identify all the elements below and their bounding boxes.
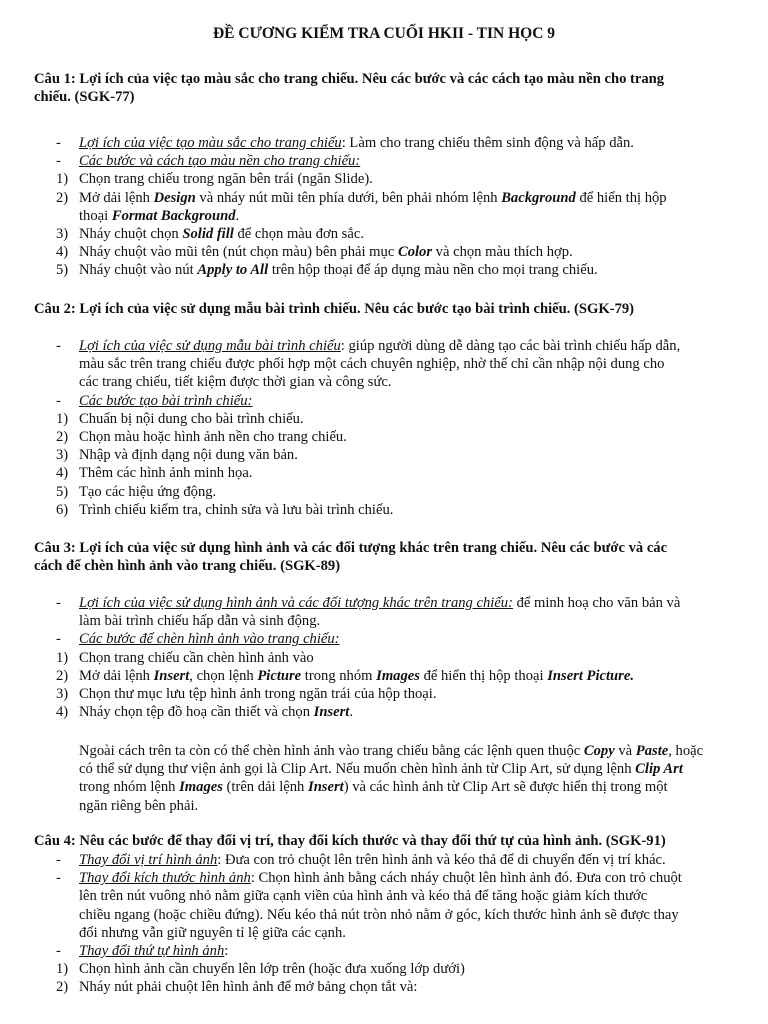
command-name: Background	[501, 189, 576, 206]
text-run: Chọn trang chiếu cần chèn hình ảnh vào	[79, 649, 314, 666]
text-run: để hiển thị hộp thoại	[419, 667, 548, 684]
list-item-text	[79, 649, 314, 667]
list-item-text	[79, 501, 393, 519]
list-item-text	[79, 978, 417, 996]
list-item-text	[79, 134, 634, 152]
list-marker: -	[56, 135, 61, 151]
command-name: Insert Picture.	[547, 667, 634, 684]
text-run: và nháy nút mũi tên phía dưới, bên phải nhóm lệnh	[195, 189, 502, 206]
underlined-label: Lợi ích của việc sử dụng mẫu bài trình chiếu	[79, 338, 341, 354]
command-name: Apply to All	[197, 262, 269, 279]
list-item-text	[79, 906, 679, 924]
list-item-text	[79, 373, 391, 391]
text-run: làm bài trình chiếu hấp dẫn và sinh động.	[79, 613, 321, 630]
text-run: Chọn màu hoặc hình ảnh nền cho trang chiếu.	[79, 429, 347, 445]
list-item-text	[79, 392, 252, 410]
list-item-text	[79, 243, 573, 261]
question-heading-line: Câu 1: Lợi ích của việc tạo màu sắc cho trang chiếu. Nêu các bước và các cách tạo màu nền cho trang	[34, 71, 665, 87]
question-heading	[34, 70, 736, 106]
underlined-label: Thay đổi vị trí hình ảnh	[79, 852, 218, 868]
text-run: , chọn lệnh	[189, 667, 258, 684]
list-item-text	[79, 446, 298, 464]
list-marker: -	[56, 392, 61, 409]
list-item-text	[79, 924, 346, 942]
list-marker: 2)	[56, 667, 69, 684]
underlined-label: Các bước tạo bài trình chiếu:	[79, 392, 253, 409]
text-run: màu sắc trên trang chiếu được phối hợp một cách chuyên nghiệp, nhờ thế chỉ cần nhập nội dung cho	[79, 356, 665, 373]
list-marker: 6)	[56, 501, 69, 518]
text-run: Chọn hình ảnh cần chuyển lên lớp trên (hoặc đưa xuống lớp dưới)	[79, 961, 465, 978]
underlined-label: Các bước để chèn hình ảnh vào trang chiếu:	[79, 631, 340, 648]
list-marker: 4)	[56, 244, 69, 261]
text-run: Nhập và định dạng nội dung văn bản.	[79, 447, 298, 464]
text-run: : Đưa con trỏ chuột lên trên hình ảnh và kéo thả để di chuyển đến vị trí khác.	[217, 852, 666, 868]
command-name: Clip Art	[635, 761, 683, 778]
list-item-text	[79, 887, 647, 905]
text-run: Trình chiếu kiểm tra, chỉnh sửa và lưu bài trình chiếu.	[79, 501, 394, 518]
list-item-text	[79, 851, 666, 869]
text-run: : Làm cho trang chiếu thêm sinh động và hấp dẫn.	[341, 135, 634, 151]
text-run: có thể sử dụng thư viện ảnh gọi là Clip Art. Nếu muốn chèn hình ảnh từ Clip Art, sử dụng lệnh	[79, 761, 636, 778]
command-name: Color	[397, 244, 433, 261]
text-run: trong nhóm	[301, 667, 377, 684]
text-run: để hiển thị hộp	[575, 189, 667, 206]
list-item-text	[79, 594, 680, 612]
list-item-text	[79, 667, 634, 685]
list-item-text	[79, 685, 437, 703]
list-marker: 1)	[56, 961, 69, 978]
list-marker: -	[56, 338, 61, 354]
command-name: Picture	[257, 667, 302, 684]
text-run: Nháy chuột chọn	[79, 226, 183, 242]
command-name: Paste	[635, 743, 669, 759]
list-item-text	[79, 337, 680, 355]
question-heading	[34, 539, 736, 575]
text-run: Chuẩn bị nội dung cho bài trình chiếu.	[79, 410, 304, 427]
text-run: :	[224, 943, 229, 959]
command-name: Insert	[153, 667, 190, 684]
command-name: Insert	[308, 779, 344, 796]
command-name: Solid fill	[182, 226, 234, 242]
text-run: ngăn riêng bên phải.	[79, 797, 199, 814]
command-name: Images	[179, 779, 223, 796]
list-item-text	[79, 869, 682, 887]
underlined-label: Thay đổi kích thước hình ảnh	[79, 870, 251, 887]
command-name: Design	[153, 189, 196, 206]
list-marker: 2)	[56, 429, 69, 445]
text-run: để minh hoạ cho văn bản và	[512, 595, 681, 611]
list-item-text	[79, 225, 364, 243]
paragraph-line	[79, 742, 739, 760]
list-marker: 1)	[56, 649, 69, 666]
list-item-text	[79, 152, 360, 170]
command-name: Format Background	[111, 207, 236, 224]
paragraph-line	[79, 797, 739, 815]
list-item-text	[79, 960, 465, 978]
list-marker: 5)	[56, 262, 69, 279]
list-marker: 4)	[56, 465, 69, 482]
list-marker: -	[56, 595, 61, 611]
list-marker: -	[56, 153, 61, 170]
question-heading-line: chiếu. (SGK-77)	[34, 89, 135, 106]
question-heading-line: Câu 2: Lợi ích của việc sử dụng mẫu bài trình chiếu. Nêu các bước tạo bài trình chiếu. (SGK-79)	[34, 301, 635, 317]
command-name: Insert	[313, 704, 350, 721]
list-item-text	[79, 189, 667, 207]
text-run: , hoặc	[668, 743, 704, 759]
text-run: Mở dải lệnh	[79, 189, 154, 206]
command-name: Images	[376, 667, 420, 684]
question-heading-line: cách để chèn hình ảnh vào trang chiếu. (SGK-89)	[34, 558, 341, 575]
list-item-text	[79, 630, 340, 648]
text-run: Thêm các hình ảnh minh họa.	[79, 465, 253, 482]
list-item-text	[79, 207, 239, 225]
list-marker: 3)	[56, 226, 69, 242]
text-run: ) và các hình ảnh từ Clip Art sẽ được hiển thị trong một	[343, 779, 668, 796]
question-heading	[34, 300, 736, 318]
list-marker: 3)	[56, 447, 69, 464]
text-run: đổi nhưng vẫn giữ nguyên tỉ lệ giữa các cạnh.	[79, 924, 346, 941]
list-item-text	[79, 355, 664, 373]
question-heading-line: Câu 4: Nêu các bước để thay đổi vị trí, thay đổi kích thước và thay đổi thứ tự của hình ảnh. (SGK-91)	[34, 833, 666, 849]
list-marker: 1)	[56, 171, 69, 188]
list-marker: 1)	[56, 410, 69, 427]
text-run: chiều ngang (hoặc chiều đứng). Nếu kéo thả nút tròn nhỏ nằm ở góc, kích thước hình ảnh sẽ được thay	[79, 906, 679, 923]
underlined-label: Thay đổi thứ tự hình ảnh	[79, 943, 225, 959]
text-run: : Chọn hình ảnh bằng cách nháy chuột lên hình ảnh đó. Đưa con trỏ chuột	[250, 870, 682, 887]
text-run: Chọn thư mục lưu tệp hình ảnh trong ngăn trái của hộp thoại.	[79, 686, 437, 702]
command-name: Copy	[583, 743, 615, 759]
text-run: và chọn màu thích hợp.	[432, 244, 573, 261]
text-run: thoại	[79, 207, 112, 224]
text-run: Chọn trang chiếu trong ngăn bên trái (ngăn Slide).	[79, 171, 373, 188]
text-run: để chọn màu đơn sắc.	[233, 226, 364, 242]
underlined-label: Lợi ích của việc tạo màu sắc cho trang chiếu	[79, 135, 342, 151]
text-run: Nháy chuột vào mũi tên (nút chọn màu) bên phải mục	[79, 244, 398, 261]
list-marker: 2)	[56, 979, 69, 996]
text-run: Nháy chọn tệp đồ hoạ cần thiết và chọn	[79, 704, 314, 721]
paragraph-line	[79, 760, 739, 778]
paragraph-line	[79, 778, 739, 796]
text-run: (trên dải lệnh	[222, 779, 309, 796]
text-run: Nháy nút phải chuột lên hình ảnh để mở bảng chọn tắt và:	[79, 979, 418, 996]
text-run: Ngoài cách trên ta còn có thể chèn hình ảnh vào trang chiếu bằng các lệnh quen thuộc	[79, 743, 584, 759]
text-run: .	[235, 207, 240, 224]
list-item-text	[79, 170, 373, 188]
list-item-text	[79, 428, 347, 446]
text-run: lên trên nút vuông nhỏ nằm giữa cạnh viền của hình ảnh và kéo thả để tăng hoặc giảm kích thước	[79, 888, 648, 905]
text-run: trong nhóm lệnh	[79, 779, 180, 796]
list-marker: -	[56, 943, 61, 959]
list-item-text	[79, 483, 216, 501]
question-heading	[34, 832, 736, 850]
underlined-label: Các bước và cách tạo màu nền cho trang chiếu:	[79, 153, 361, 170]
text-run: Tạo các hiệu ứng động.	[79, 483, 217, 500]
text-run: trên hộp thoại để áp dụng màu nền cho mọi trang chiếu.	[268, 262, 598, 279]
list-item-text	[79, 410, 304, 428]
text-run: : giúp người dùng dễ dàng tạo các bài trình chiếu hấp dẫn,	[340, 338, 681, 354]
text-run: Nháy chuột vào nút	[79, 262, 198, 279]
list-marker: -	[56, 631, 61, 648]
list-marker: 5)	[56, 483, 69, 500]
list-marker: 2)	[56, 189, 69, 206]
list-marker: -	[56, 852, 61, 868]
list-item-text	[79, 612, 320, 630]
text-run: và	[614, 743, 636, 759]
document-title: ĐỀ CƯƠNG KIỂM TRA CUỐI HKII - TIN HỌC 9	[212, 25, 556, 42]
list-item-text	[79, 942, 228, 960]
text-run: Mở dải lệnh	[79, 667, 154, 684]
question-heading-line: Câu 3: Lợi ích của việc sử dụng hình ảnh và các đối tượng khác trên trang chiếu. Nêu các bước và các	[34, 540, 668, 556]
list-item-text	[79, 464, 252, 482]
text-run: các trang chiếu, tiết kiệm được thời gian và công sức.	[79, 374, 392, 391]
list-marker: -	[56, 870, 61, 887]
list-item-text	[79, 261, 598, 279]
underlined-label: Lợi ích của việc sử dụng hình ảnh và các đối tượng khác trên trang chiếu:	[79, 595, 513, 611]
text-run: .	[349, 704, 353, 721]
list-item-text	[79, 703, 353, 721]
list-marker: 4)	[56, 704, 69, 721]
list-marker: 3)	[56, 686, 69, 702]
